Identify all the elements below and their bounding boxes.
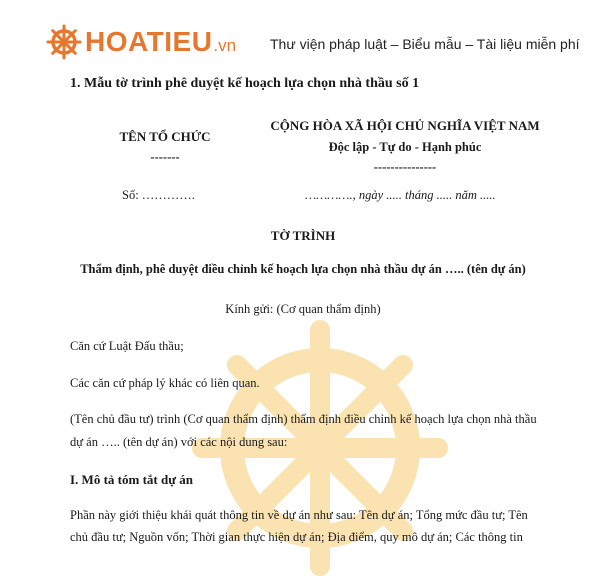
- org-rule: -------: [150, 150, 180, 164]
- recipient: Kính gửi: (Cơ quan thẩm định): [225, 302, 381, 316]
- brand-logo[interactable]: [46, 24, 236, 60]
- legal-basis-1: Căn cứ Luật Đấu thầu;: [70, 339, 184, 353]
- site-tagline: Thư viện pháp luật – Biểu mẫu – Tài liệu miễn phí: [270, 36, 580, 52]
- brand-domain: .vn: [213, 36, 237, 55]
- brand-name: HOATIEU: [85, 26, 213, 57]
- intro-line-2: dự án ….. (tên dự án) với các nội dung sau:: [70, 435, 288, 449]
- ship-wheel-icon: [46, 24, 82, 60]
- motto: Độc lập - Tự do - Hạnh phúc: [328, 140, 482, 154]
- document-title: TỜ TRÌNH: [270, 228, 336, 243]
- intro-line-1: (Tên chủ đầu tư) trình (Cơ quan thẩm định) thẩm định điều chỉnh kế hoạch lựa chọn nhà thầu: [70, 412, 537, 426]
- document-number: Số: ………….: [122, 188, 195, 202]
- heading-project-summary: I. Mô tả tóm tắt dự án: [70, 472, 193, 487]
- document-date: …………., ngày ..... tháng ..... năm .....: [305, 188, 496, 202]
- document-subject: Thẩm định, phê duyệt điều chỉnh kế hoạch lựa chọn nhà thầu dự án ….. (tên dự án): [80, 262, 526, 276]
- motto-rule: ---------------: [373, 160, 437, 174]
- org-name: TÊN TỔ CHỨC: [119, 129, 211, 144]
- site-header: [0, 0, 606, 70]
- nation-title: CỘNG HÒA XÃ HỘI CHỦ NGHĨA VIỆT NAM: [270, 118, 540, 133]
- body-line-1: Phần này giới thiệu khái quát thông tin về dự án như sau: Tên dự án; Tổng mức đầu tư; Tên: [70, 508, 528, 522]
- legal-basis-2: Các căn cứ pháp lý khác có liên quan.: [70, 376, 260, 390]
- section-title: 1. Mẫu tờ trình phê duyệt kế hoạch lựa chọn nhà thầu số 1: [70, 76, 420, 91]
- body-line-2: chủ đầu tư; Nguồn vốn; Thời gian thực hiện dự án; Địa điểm, quy mô dự án; Các thông tin: [70, 530, 523, 544]
